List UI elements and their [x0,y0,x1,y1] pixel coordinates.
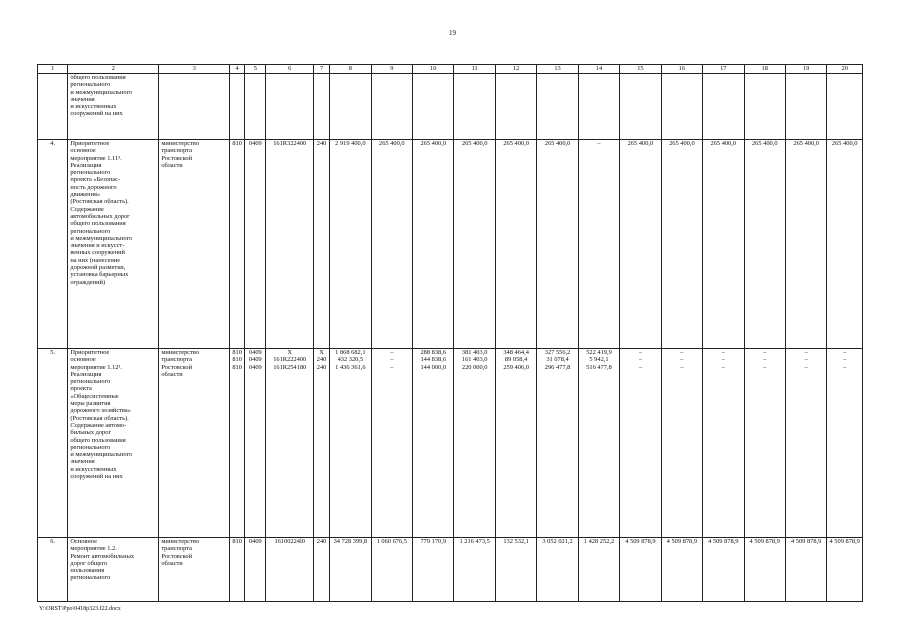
empty-cell [537,74,578,140]
empty-cell [744,74,785,140]
year-amount-cell: 265 400,0 [620,140,661,349]
column-number-header: 19 [785,65,826,74]
empty-cell [266,74,314,140]
empty-cell [661,74,702,140]
column-number-header: 9 [371,65,412,74]
year-amount-cell: 288 838,6 144 838,6 144 000,0 [413,349,454,538]
column-number-header: 8 [330,65,371,74]
year-amount-cell: 4 509 878,9 [827,538,863,602]
section-code-cell: 0409 0409 0409 [245,349,266,538]
executor-cell: министерство транспорта Ростовской области [159,349,230,538]
column-number-header: 17 [703,65,744,74]
column-number-header: 6 [266,65,314,74]
page-number: 19 [449,29,456,37]
row-index-cell: 6. [38,538,68,602]
measure-name-cell: Основное мероприятие 1.2. Ремонт автомобильных дорог общего пользования регионального [68,538,159,602]
year-amount-cell: 381 403,0 161 403,0 220 000,0 [454,349,495,538]
expense-type-cell: 240 [313,538,329,602]
document-file-path: Y:\ORST\Ppo\0418p323.f22.docx [39,606,121,612]
column-number-header: 18 [744,65,785,74]
table-row-5 [38,349,863,538]
year-amount-cell: 265 400,0 [454,140,495,349]
empty-cell [330,74,371,140]
year-amount-cell: 779 170,9 [413,538,454,602]
year-amount-cell: 1 216 473,5 [454,538,495,602]
year-amount-cell: 4 509 878,9 [661,538,702,602]
year-amount-cell: 3 052 021,2 [537,538,578,602]
target-article-cell: 16100224l0 [266,538,314,602]
empty-cell [495,74,536,140]
row-index-cell: 4. [38,140,68,349]
executor-cell [159,74,230,140]
empty-cell [371,74,412,140]
year-amount-cell: – – – [744,349,785,538]
column-number-header: 15 [620,65,661,74]
total-amount-cell: 2 919 400,0 [330,140,371,349]
year-amount-cell: – – – [661,349,702,538]
year-amount-cell: – – – [703,349,744,538]
column-number-header: 14 [578,65,619,74]
table-row-6 [38,538,863,602]
year-amount-cell: 4 509 878,9 [620,538,661,602]
year-amount-cell: 265 400,0 [661,140,702,349]
year-amount-cell: 265 400,0 [703,140,744,349]
year-amount-cell: – – – [620,349,661,538]
column-number-header: 11 [454,65,495,74]
empty-cell [245,74,266,140]
column-number-header: 2 [68,65,159,74]
empty-cell [413,74,454,140]
year-amount-cell: 132 532,1 [495,538,536,602]
year-amount-cell: 265 400,0 [827,140,863,349]
executor-cell: министерство транспорта Ростовской области [159,140,230,349]
year-amount-cell: – – – [371,349,412,538]
year-amount-cell: 1 428 252,2 [578,538,619,602]
year-amount-cell: 265 400,0 [785,140,826,349]
year-amount-cell: 265 400,0 [371,140,412,349]
year-amount-cell: 4 509 878,9 [744,538,785,602]
year-amount-cell: 1 060 676,5 [371,538,412,602]
empty-cell [578,74,619,140]
year-amount-cell: 265 400,0 [744,140,785,349]
measure-name-cell: Приоритетное основное мероприятие 1.12³. Реализация регионального проекта «Общесистемные меры развития дорожного хозяйства» (Ростовская область). Содержание автомо- бильных дорог общего пользования регионального и межмуниципального значения и искусственных сооружений на них [68,349,159,538]
column-number-row [38,65,863,74]
column-number-header: 16 [661,65,702,74]
column-number-header: 5 [245,65,266,74]
empty-cell [230,74,245,140]
empty-cell [827,74,863,140]
target-article-cell: X 161R222400 161R254180 [266,349,314,538]
column-number-header: 13 [537,65,578,74]
year-amount-cell: 4 509 878,9 [703,538,744,602]
column-number-header: 20 [827,65,863,74]
year-amount-cell: 265 400,0 [537,140,578,349]
measure-name-cell: общего пользования регионального и межмуниципального значения и искусственных сооружений на них [68,74,159,140]
empty-cell [313,74,329,140]
column-number-header: 1 [38,65,68,74]
expense-type-cell: X 240 240 [313,349,329,538]
table-row-continuation [38,74,863,140]
grbs-code-cell: 810 [230,140,245,349]
measure-name-cell: Приоритетное основное мероприятие 1.11³. Реализация регионального проекта «Безопас- ность дорожного движения» (Ростовская область). Содержание автомобильных дорог общего пользования регионального и межмуниципального значения и искусст- венных сооружений на них (нанесение дорожной разметки, установка барьерных ограждений) [68,140,159,349]
executor-cell: министерство транспорта Ростовской области [159,538,230,602]
row-index-cell: 5. [38,349,68,538]
expense-type-cell: 240 [313,140,329,349]
year-amount-cell: 348 464,4 89 058,4 259 406,0 [495,349,536,538]
year-amount-cell: – – – [827,349,863,538]
empty-cell [785,74,826,140]
empty-cell [703,74,744,140]
year-amount-cell: 4 509 878,9 [785,538,826,602]
column-number-header: 3 [159,65,230,74]
target-article-cell: 161R322400 [266,140,314,349]
column-number-header: 7 [313,65,329,74]
total-amount-cell: 34 728 399,8 [330,538,371,602]
column-number-header: 4 [230,65,245,74]
year-amount-cell: 265 400,0 [413,140,454,349]
section-code-cell: 0409 [245,140,266,349]
budget-table [37,64,863,602]
empty-cell [454,74,495,140]
grbs-code-cell: 810 [230,538,245,602]
total-amount-cell: 1 868 682,1 432 320,5 1 436 361,6 [330,349,371,538]
year-amount-cell: 327 556,2 31 078,4 296 477,8 [537,349,578,538]
row-index-cell [38,74,68,140]
year-amount-cell: – [578,140,619,349]
table-row-4 [38,140,863,349]
year-amount-cell: – – – [785,349,826,538]
empty-cell [620,74,661,140]
grbs-code-cell: 810 810 810 [230,349,245,538]
section-code-cell: 0409 [245,538,266,602]
column-number-header: 12 [495,65,536,74]
year-amount-cell: 522 419,9 5 942,1 516 477,8 [578,349,619,538]
year-amount-cell: 265 400,0 [495,140,536,349]
column-number-header: 10 [413,65,454,74]
